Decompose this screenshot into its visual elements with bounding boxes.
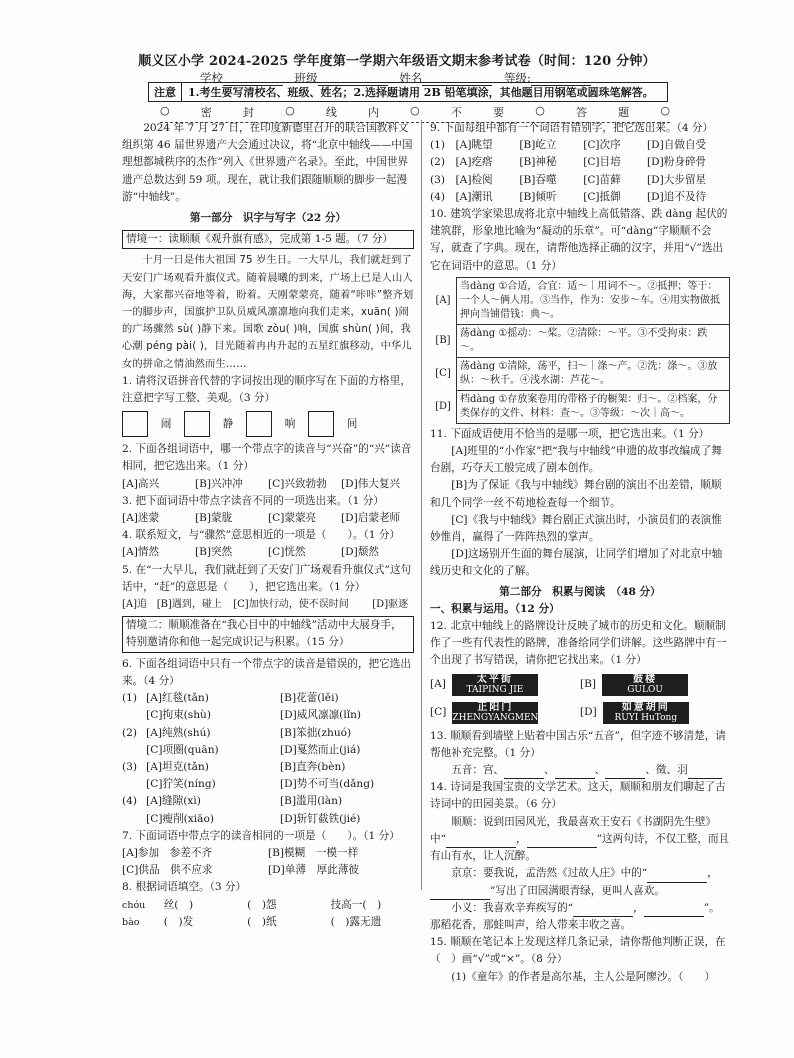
option-key[interactable]: [B] [435,334,451,346]
text-segment: 顺顺：说到田园风光，我最喜欢王安石《书湖阴先生壁》中“ [430,815,717,845]
answer-box[interactable] [308,411,334,437]
option[interactable]: [A]情然 [122,546,160,559]
field-grade: 等级: [503,71,531,85]
option[interactable]: [B]花蕾(lěi) [280,692,339,705]
option[interactable]: [B]屹立 [519,139,557,152]
option[interactable]: [B]倾听 [519,190,557,203]
option-key[interactable]: [D] [435,400,451,412]
q9-options [430,137,730,206]
text-segment: 、 [544,764,555,777]
option[interactable]: [C]供品 供不应求 [122,864,213,877]
fill-blank[interactable] [555,766,595,779]
option[interactable]: [D]自做自受 [647,139,707,152]
q12-road-signs [430,674,730,724]
option[interactable]: [C]恍然 [268,546,306,559]
option[interactable]: [A]高兴 [122,477,160,490]
q14-dialogue-xiaoyi: 小义：我喜欢辛弃疾写的“ ， ”。那稻花香，那蛙叫声，给人带来丰收之喜。 [430,901,720,931]
answer-box[interactable] [246,411,272,437]
option[interactable]: [C]拘束(shù) [146,709,212,722]
option[interactable]: [D]大步留星 [647,173,707,186]
answer-box[interactable] [122,411,148,437]
option[interactable]: [B]为了保证《我与中轴线》舞台剧的演出不出差错，顺顺和几个同学一丝不苟地检查每一个细节。 [430,479,722,509]
group-number [122,776,146,793]
option[interactable]: [C]次序 [583,139,621,152]
section1-heading: 一、积累与运用。（12 分） [430,602,560,615]
option[interactable]: [B]直奔(bèn) [280,760,346,773]
fill-blank[interactable]: ( )纸 [247,915,277,928]
option[interactable]: [C]目培 [583,156,621,169]
sign-pinyin: TAIPING JIE [466,684,524,695]
option[interactable]: [D]粉身碎骨 [647,156,707,169]
fill-blank[interactable]: ( )发 [163,915,194,928]
sign-pinyin: ZHENGYANGMEN [452,712,539,723]
right-column [430,120,730,986]
q10-prompt: 10. 建筑学家梁思成将北京中轴线上高低错落、跌 dàng 起伏的建筑群，形象地比喻为“凝动的乐章”。可“dàng”字顺顺不会写，就查了字典。现在，请帮他选择正确的汉字，并用“√”选出它在词语中的意思。（1 分） [430,208,728,272]
field-name: 姓名 [399,71,423,85]
dictionary-entry: 荡dàng ①清除，荡平，扫～｜涤～产。②洗：涤～。③放纵：～秋千。④浅水湖：芦花～。 [457,357,730,390]
q4-prompt: 4. 联系短文，与“骤然”意思相近的一项是（ ）。（1 分） [122,529,401,542]
option[interactable]: [B]神秘 [519,156,557,169]
notice-text: 1.考生要写清校名、班级、姓名；2.选择题请用 2B 铅笔填涂，其他题目用钢笔或圆珠笔解答。 [188,86,654,99]
sign-chinese: 太平街 [476,673,513,685]
option[interactable]: [D]斩钉截铁(jié) [280,812,361,825]
fill-blank[interactable]: 丝( ) [163,898,194,911]
group-number [122,707,146,724]
option[interactable]: [D]这场别开生面的舞台展演，让同学们增加了对北京中轴线历史和文化的了解。 [430,548,723,578]
notice-box [148,82,668,102]
fill-blank[interactable]: ( )怨 [247,898,277,911]
road-sign[interactable] [430,674,570,696]
q3-prompt: 3. 把下面词语中带点字读音不同的一项选出来。（1 分） [122,494,384,507]
option-key[interactable]: [C] [435,367,451,379]
seal-char: 答 [576,106,587,119]
exam-title: 顺义区小学 2024-2025 学年度第一学期六年级语文期末参考试卷（时间：120 分钟） [138,54,656,69]
seal-mark: ○ [285,104,295,117]
option[interactable]: [D]启蒙老师 [341,512,401,525]
option[interactable]: [D]伟大复兴 [341,477,401,490]
option[interactable]: [C]《我与中轴线》舞台剧正式演出时，小演员们的表演惟妙惟肖，赢得了一阵阵热烈的掌声。 [430,513,722,544]
dictionary-entry: 档dàng ①存放案卷用的带格子的橱架：归～。②档案，分类保存的文件、材料：查～。③等级：～次｜高～。 [457,390,730,423]
q1-answer-grid [122,409,414,439]
sign-chinese: 鼓楼 [633,673,658,685]
option[interactable]: [A]疙瘩 [455,156,493,169]
group-number: (3) [122,760,138,773]
option[interactable]: [A]红毯(tǎn) [146,692,209,705]
option[interactable]: [D]单薄 厚此薄彼 [268,864,359,877]
seal-char: 线 [325,106,337,119]
text-segment: 小义：我喜欢辛弃疾写的“ [451,901,574,914]
pinyin-label: chóu [122,899,146,911]
q3-options [122,510,414,527]
option-key[interactable]: [A] [435,294,451,306]
grid-char: 间 [346,417,358,430]
sign-plate [452,674,538,696]
seal-mark: ○ [660,104,670,117]
essay-passage: 十月一日是伟大祖国 75 岁生日。一大早儿，我们就赶到了天安门广场观看升旗仪式。随着晨曦的到来，广场上已是人山人海，大家都兴奋地等着，盼着。天刚蒙蒙亮，随着“咔咔”整齐划一的脚步声，国旗护卫队员威风凛凛地向我们走来，xuān( )闹的广场骤然 sù( )静下来。国歌 zòu( )响，国旗 shùn( )间，我心潮 péng pài( )，目光随着冉冉升起的五星红旗移动，中华儿女的拼命之情油然而生…… [122,255,414,370]
answer-box[interactable] [184,411,210,437]
option[interactable]: [A]迷蒙 [122,512,160,525]
option-key: [C] [430,706,447,719]
q10-dictionary-table [430,277,730,424]
option[interactable]: [B]模糊 一模一样 [268,846,359,859]
option[interactable]: [B]兴冲冲 [195,477,243,490]
option[interactable]: [A]追 [122,599,148,611]
q6-options [122,690,414,828]
q14-prompt: 14. 诗词是我国宝贵的文学艺术。这天，顺顺和朋友们聊起了古诗词中的田园美景。（6 分） [430,781,726,811]
field-school: 学校 [200,71,223,85]
option[interactable]: [B]吞噬 [519,173,557,186]
fill-blank[interactable] [688,766,722,779]
sign-plate [602,674,688,696]
sign-chinese: 正阳门 [477,701,514,713]
dictionary-entry: 当dàng ①合适，合宜：适～｜用词不～。②抵押；等于：一个人～俩人用。③当作，作为：安步～车。④用实物做抵押向当铺借钱：典～。 [457,277,730,324]
seal-mark: ○ [535,104,545,117]
q9-prompt: 9. 下面每组中都有一个词语有错别字，把它选出来。（4 分） [430,122,714,134]
option[interactable]: [C]蒙蒙亮 [268,512,317,525]
fill-blank[interactable] [605,766,645,779]
part2-heading: 第二部分 积累与阅读 （48 分） [499,585,661,598]
text-segment: 京京：要我说，孟浩然《过故人庄》中的“ [451,867,648,880]
option[interactable]: [B]蒙胧 [195,512,233,525]
option[interactable]: [D]戛然而止(jiá) [280,743,361,756]
fill-blank[interactable] [647,870,707,883]
option[interactable]: [D]追不及待 [647,190,707,203]
q7-options [122,845,414,879]
q5-options [122,596,414,613]
q7-prompt: 7. 下面词语中带点字的读音相同的一项是（ ）。（1 分） [122,829,400,842]
option[interactable]: [A]参加 参差不齐 [122,846,213,859]
option[interactable]: [C]瘦削(xiāo) [146,812,214,825]
part1-heading: 第一部分 识字与写字（22 分） [189,212,347,225]
road-sign[interactable] [580,702,720,724]
seal-char: 内 [368,106,379,119]
option[interactable]: [D]威风凛凛(lǐn) [280,709,362,722]
group-number: (1) [430,139,446,152]
text-segment: 、徵、羽 [645,764,688,777]
q13-fill-line [430,762,730,779]
road-sign[interactable] [580,674,720,696]
group-number: (3) [430,173,446,186]
fill-blank[interactable] [573,904,633,917]
group-number: (2) [430,156,446,169]
sign-plate [603,702,689,724]
fill-blank[interactable]: 技高一( ) [330,898,382,911]
grid-char: 闹 [160,417,172,430]
group-number: (1) [122,692,138,705]
seal-mark: ○ [410,104,420,117]
option[interactable]: [A]潮讯 [455,190,493,203]
option[interactable]: [D]颓然 [341,546,379,559]
fill-blank[interactable]: ( )露无遗 [330,915,382,928]
option[interactable]: [A]检阅 [455,173,493,186]
q14-dialogue-jingjing: 京京：要我说，孟浩然《过故人庄》中的“ ，”写出了田园满眼青绿，更叫人喜欢。 [430,865,730,899]
text-segment: ”。那稻花香，那蛙叫声，给人带来丰收之喜。 [430,901,720,931]
option-key: [A] [430,678,446,691]
sign-chinese: 如意胡同 [621,701,670,713]
road-sign[interactable] [430,702,570,724]
q6-prompt: 6. 下面各组词语中只有一个带点字的读音是错误的，把它选出来。（4 分） [122,657,411,687]
intro-paragraph: 2024 年 7 月 27 日，在印度新德里召开的联合国教科文组织第 46 届世界遗产大会通过决议，将“北京中轴线——中国理想都城秩序的杰作”列入《世界遗产名录》。至此，中国世界遗产总数达到 59 项。现在，就让我们跟随顺顺的脚步一起漫游“中轴线”。 [122,122,413,203]
group-number: (4) [430,190,446,203]
seal-char: 不 [450,106,462,119]
sign-pinyin: GULOU [627,684,663,695]
sign-pinyin: RUYI HuTong [614,712,678,723]
q8-fill-table [122,897,414,931]
q12-prompt: 12. 北京中轴线上的路牌设计反映了城市的历史和文化。顺顺制作了一些有代表性的路牌，准备给同学们讲解。这些路牌中有一个出现了书写错误，请你把它找出来。（1 分） [430,620,727,667]
option[interactable]: [A]班里的“小作家”把“我与中轴线”申遗的故事改编成了舞台剧，巧夺天工般完成了剧本创作。 [430,445,722,475]
option[interactable]: [C]狞笑(níng) [146,778,216,791]
situation2-box: 情境二：顺顺准备在“我心目中的中轴线”活动中大展身手，特别邀请你和他一起完成识记与积累。（15 分） [122,616,414,652]
notice-label: 注意 [149,83,182,101]
field-class: 班级 [294,71,318,85]
column-divider [421,120,422,890]
text-segment: ”写出了田园满眼青绿，更叫人喜欢。 [490,884,665,897]
seal-char: 要 [493,106,505,119]
group-number: (2) [122,726,138,739]
q4-options [122,544,414,561]
seal-char: 封 [242,106,254,119]
option[interactable]: [D]势不可当(dǎng) [280,778,375,791]
q2-options [122,476,414,493]
option[interactable]: [B]突然 [195,546,233,559]
dictionary-entry: 荡dàng ①摇动：～桨。②清除：～平。③不受拘束：跌～。 [457,324,730,357]
group-number [122,811,146,828]
grid-char: 响 [284,417,296,430]
group-number [122,742,146,759]
option[interactable]: [B]滥用(làn) [280,795,343,808]
option[interactable]: [B]笨拙(zhuó) [280,726,352,739]
option[interactable]: [A]纯熟(shú) [146,726,211,739]
sign-plate [452,702,538,724]
option[interactable]: [C]苗藓 [583,173,621,186]
fill-blank[interactable] [527,835,597,848]
seal-mark: ○ [160,104,170,117]
option-key: [B] [580,678,597,691]
q8-prompt: 8. 根据词语填空。（3 分） [122,881,247,894]
q13-prompt: 13. 顺顺看到墙壁上贴着中国古乐“五音”，但字迹不够清楚，请帮他补充完整。（1 分） [430,729,726,759]
q15-prompt: 15. 顺顺在笔记本上发现这样几条记录，请你帮他判断正误，在（ ）画“√”或“×”。（8 分） [430,936,726,966]
option[interactable]: [D]驱逐 [372,599,409,611]
q15-item-1[interactable]: (1)《童年》的作者是高尔基，主人公是阿廖沙。（ ） [451,970,716,983]
option[interactable]: [B]遇到，碰上 [156,599,222,611]
option[interactable]: [C]项圈(quān) [146,743,219,756]
option-key: [D] [580,706,597,719]
q1-prompt: 1. 请将汉语拼音代替的字词按出现的顺序写在下面的方格里，注意把字写工整、美观。（3 分） [122,374,411,405]
q5-prompt: 5. 在“一大早儿，我们就赶到了天安门广场观看升旗仪式”这句话中，“赶”的意思是（ ），把它选出来。（1 分） [122,563,412,593]
option[interactable]: [C]抵御 [583,190,621,203]
option[interactable]: [A]缝隙(xì) [146,795,201,808]
option[interactable]: [C]加快行动，使不误时间 [233,599,349,611]
left-column [122,120,414,931]
text-segment: ”这两句诗，不仅工整，而且有山有水，让人沉醉。 [430,832,730,863]
seal-char: 题 [618,106,630,119]
situation1-box: 情境一：读顺顺《观升旗有感》，完成第 1-5 题。（7 分） [122,230,414,249]
pinyin-label: bào [122,916,140,928]
q2-prompt: 2. 下面各组词语中，哪一个带点字的读音与“兴奋”的“兴”读音相同，把它选出来。（1 分） [122,443,412,473]
text-segment: 五音：宫、 [451,764,505,777]
fill-blank[interactable] [446,835,516,848]
group-number: (4) [122,795,138,808]
seal-char: 密 [200,106,212,119]
option[interactable]: [A]坦克(tǎn) [146,760,209,773]
fill-blank[interactable] [430,887,490,900]
fill-blank[interactable] [644,904,704,917]
grid-char: 静 [222,417,234,430]
text-segment: 、 [594,764,606,777]
option[interactable]: [C]兴致勃勃 [268,477,327,490]
q11-prompt: 11. 下面成语使用不恰当的是哪一项，把它选出来。（1 分） [430,427,710,440]
q14-dialogue-shunshun: 顺顺：说到田园风光，我最喜欢王安石《书湖阴先生壁》中“ ， ”这两句诗，不仅工整，而且有山有水，让人沉醉。 [430,815,730,863]
fill-blank[interactable] [504,766,544,779]
option[interactable]: [A]眺望 [455,139,493,152]
